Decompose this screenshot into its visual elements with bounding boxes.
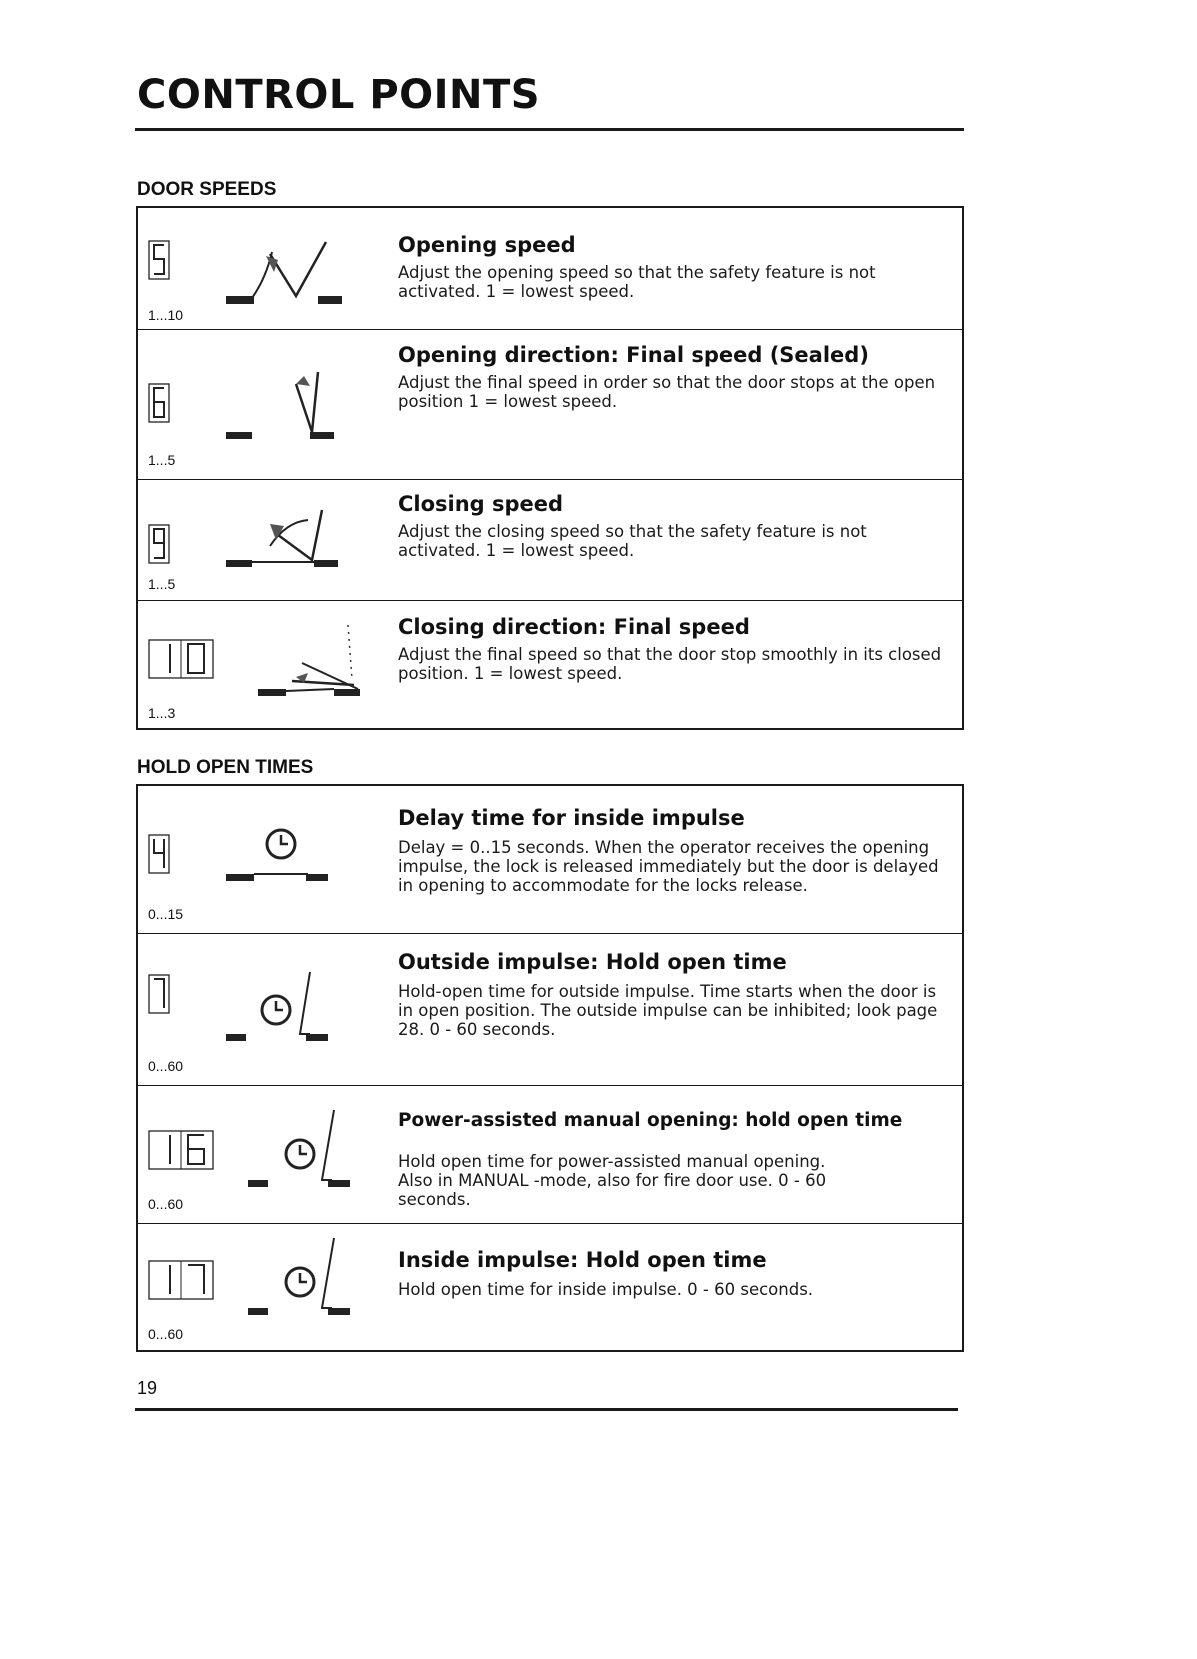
- title-rule: [135, 128, 964, 131]
- range-label: 0...60: [148, 1326, 184, 1342]
- row-title: Power-assisted manual opening: hold open time: [398, 1110, 903, 1131]
- range-label: 0...15: [148, 906, 184, 922]
- row-description: Adjust the final speed so that the door stop smoothly in its closed position. 1 = lowest speed.: [398, 645, 942, 683]
- door-arm-icon: [226, 502, 346, 572]
- row-description: Hold open time for inside impulse. 0 - 60 seconds.: [398, 1280, 814, 1299]
- seven-segment-display-icon: [148, 240, 170, 280]
- range-label: 0...60: [148, 1058, 184, 1074]
- seven-segment-display-icon: [148, 1260, 214, 1300]
- row-title: Closing direction: Final speed: [398, 615, 750, 639]
- door-arm-icon: [226, 366, 346, 446]
- table-row: [138, 330, 962, 480]
- table-row: [138, 1224, 962, 1352]
- seven-segment-display-icon: [148, 1130, 214, 1170]
- range-label: 0...60: [148, 1196, 184, 1212]
- row-title: Opening speed: [398, 233, 576, 257]
- range-label: 1...5: [148, 452, 176, 468]
- row-description: Adjust the closing speed so that the safety feature is not activated. 1 = lowest speed.: [398, 522, 867, 560]
- row-title: Opening direction: Final speed (Sealed): [398, 343, 869, 367]
- row-title: Delay time for inside impulse: [398, 806, 745, 830]
- row-description: Adjust the opening speed so that the safety feature is not activated. 1 = lowest speed.: [398, 263, 876, 301]
- section-label-hold-open-times: HOLD OPEN TIMES: [137, 757, 314, 778]
- door-arm-icon: [226, 238, 346, 308]
- section-label-door-speeds: DOOR SPEEDS: [137, 179, 277, 200]
- row-description: Delay = 0..15 seconds. When the operator receives the opening impulse, the lock is released immediately but the door is delayed in opening to accommodate for the locks release.: [398, 838, 939, 895]
- hold-open-times-table: [136, 784, 964, 1352]
- range-label: 1...3: [148, 705, 176, 721]
- door-speeds-table: [136, 206, 964, 730]
- clock-icon: [248, 1106, 368, 1196]
- clock-icon: [248, 1234, 368, 1324]
- table-row: [138, 480, 962, 601]
- door-arm-icon: [258, 623, 378, 703]
- seven-segment-display-icon: [148, 524, 170, 564]
- range-label: 1...10: [148, 307, 184, 323]
- table-row: [138, 601, 962, 728]
- seven-segment-display-icon: [148, 834, 170, 874]
- seven-segment-display-icon: [148, 383, 170, 423]
- row-title: Outside impulse: Hold open time: [398, 950, 787, 974]
- clock-icon: [226, 828, 346, 888]
- row-description: Adjust the final speed in order so that the door stops at the open position 1 = lowest speed.: [398, 373, 936, 411]
- footer-rule: [135, 1408, 958, 1411]
- table-row: [138, 934, 962, 1086]
- page-number: 19: [137, 1378, 158, 1398]
- seven-segment-display-icon: [148, 974, 170, 1014]
- table-row: [138, 1086, 962, 1224]
- row-description: Hold-open time for outside impulse. Time starts when the door is in open position. The outside impulse can be inhibited; look page 28. 0 - 60 seconds.: [398, 982, 938, 1039]
- table-row: [138, 786, 962, 934]
- clock-icon: [226, 970, 346, 1050]
- range-label: 1...5: [148, 576, 176, 592]
- page-title: CONTROL POINTS: [137, 72, 541, 118]
- row-title: Inside impulse: Hold open time: [398, 1248, 767, 1272]
- table-row: [138, 208, 962, 330]
- row-description: Hold open time for power-assisted manual opening. Also in MANUAL -mode, also for fire door use. 0 - 60 seconds.: [398, 1152, 827, 1209]
- row-title: Closing speed: [398, 492, 564, 516]
- seven-segment-display-icon: [148, 639, 214, 679]
